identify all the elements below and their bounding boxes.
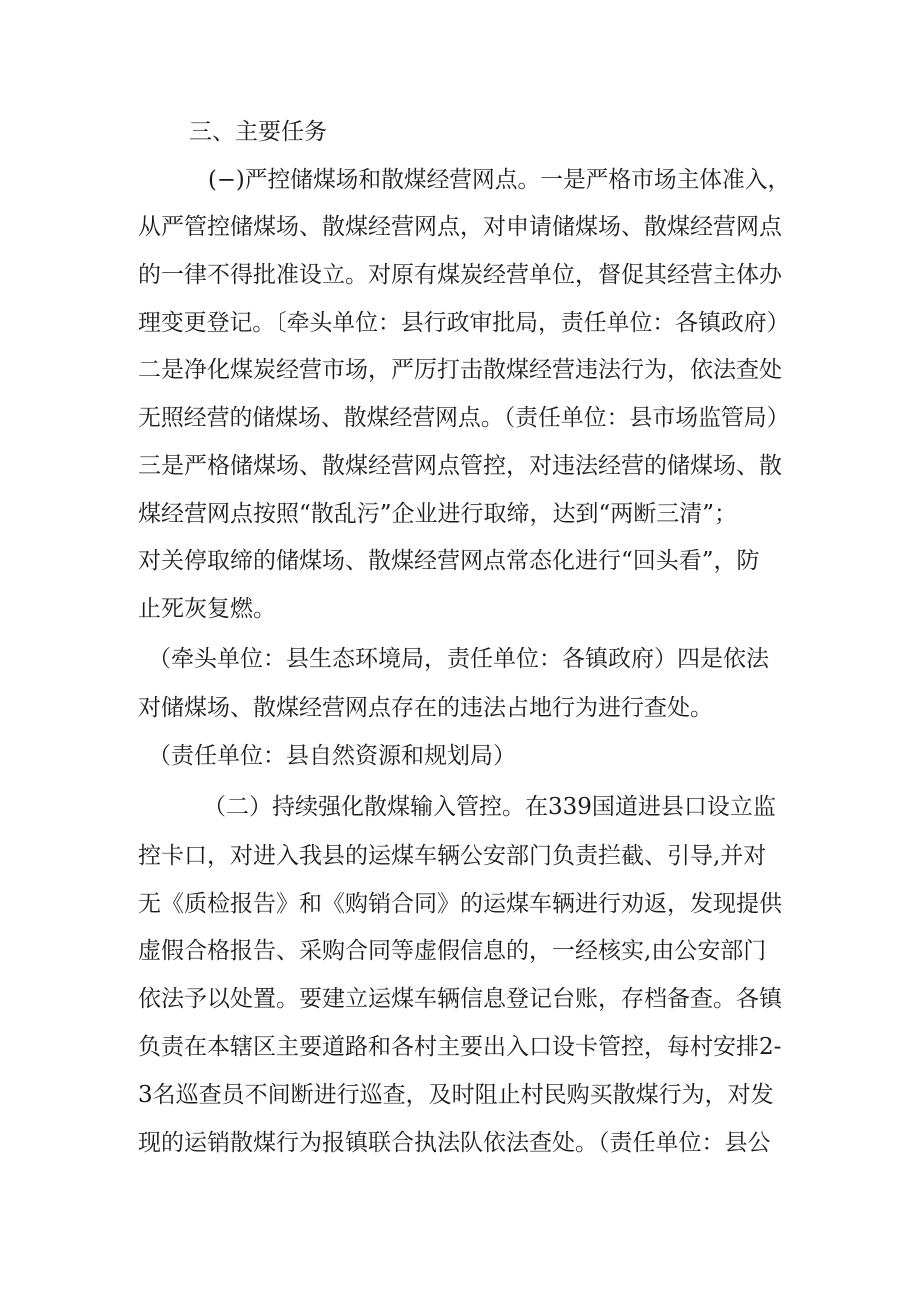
paragraph-line: 对储煤场、散煤经营网点存在的违法占地行为进行查处。 xyxy=(138,695,713,721)
paragraph-line: （责任单位：县自然资源和规划局） xyxy=(148,743,516,769)
paragraph-line: 从严管控储煤场、散煤经营网点，对申请储煤场、散煤经营网点 xyxy=(138,214,782,240)
paragraph-line: （牵头单位：县生态环境局，责任单位：各镇政府）四是依法 xyxy=(148,646,769,672)
paragraph-line: 煤经营网点按照“散乱污”企业进行取缔，达到“两断三清”； xyxy=(138,501,738,527)
paragraph-line: 无照经营的储煤场、散煤经营网点。（责任单位：县市场监管局） xyxy=(138,405,790,431)
section-heading: 三、主要任务 xyxy=(189,119,327,145)
paragraph-line: 虚假合格报告、采购合同等虚假信息的，一经核实,由公安部门 xyxy=(138,938,767,964)
paragraph-line: 二是净化煤炭经营市场，严厉打击散煤经营违法行为，依法查处 xyxy=(138,357,782,383)
paragraph-line: 控卡口，对进入我县的运煤车辆公安部门负责拦截、引导,并对 xyxy=(138,843,767,869)
paragraph-line: 理变更登记。〔牵头单位：县行政审批局，责任单位：各镇政府） xyxy=(138,310,790,336)
paragraph-line: 止死灰复燃。 xyxy=(138,596,276,622)
paragraph-line: 负责在本辖区主要道路和各村主要出入口设卡管控，每村安排2- xyxy=(138,1034,782,1060)
paragraph-line: 无《质检报告》和《购销合同》的运煤车辆进行劝返，发现提供 xyxy=(138,891,782,917)
paragraph-line: 对关停取缔的储煤场、散煤经营网点常态化进行“回头看”，防 xyxy=(138,548,760,574)
paragraph-line: 3名巡查员不间断进行巡查，及时阻止村民购买散煤行为，对发 xyxy=(138,1082,774,1108)
paragraph-line: 三是严格储煤场、散煤经营网点管控，对违法经营的储煤场、散 xyxy=(138,453,782,479)
paragraph-line: 依法予以处置。要建立运煤车辆信息登记台账，存档备查。各镇 xyxy=(138,986,782,1012)
paragraph-line: 的一律不得批准设立。对原有煤炭经营单位，督促其经营主体办 xyxy=(138,262,782,288)
paragraph-line: 现的运销散煤行为报镇联合执法队依法查处。（责任单位：县公 xyxy=(138,1130,771,1156)
paragraph-line: (−)严控储煤场和散煤经营网点。一是严格市场主体准入， xyxy=(208,167,791,193)
subsection-line: （二）持续强化散煤输入管控。在339国道进县口设立监 xyxy=(203,794,776,820)
